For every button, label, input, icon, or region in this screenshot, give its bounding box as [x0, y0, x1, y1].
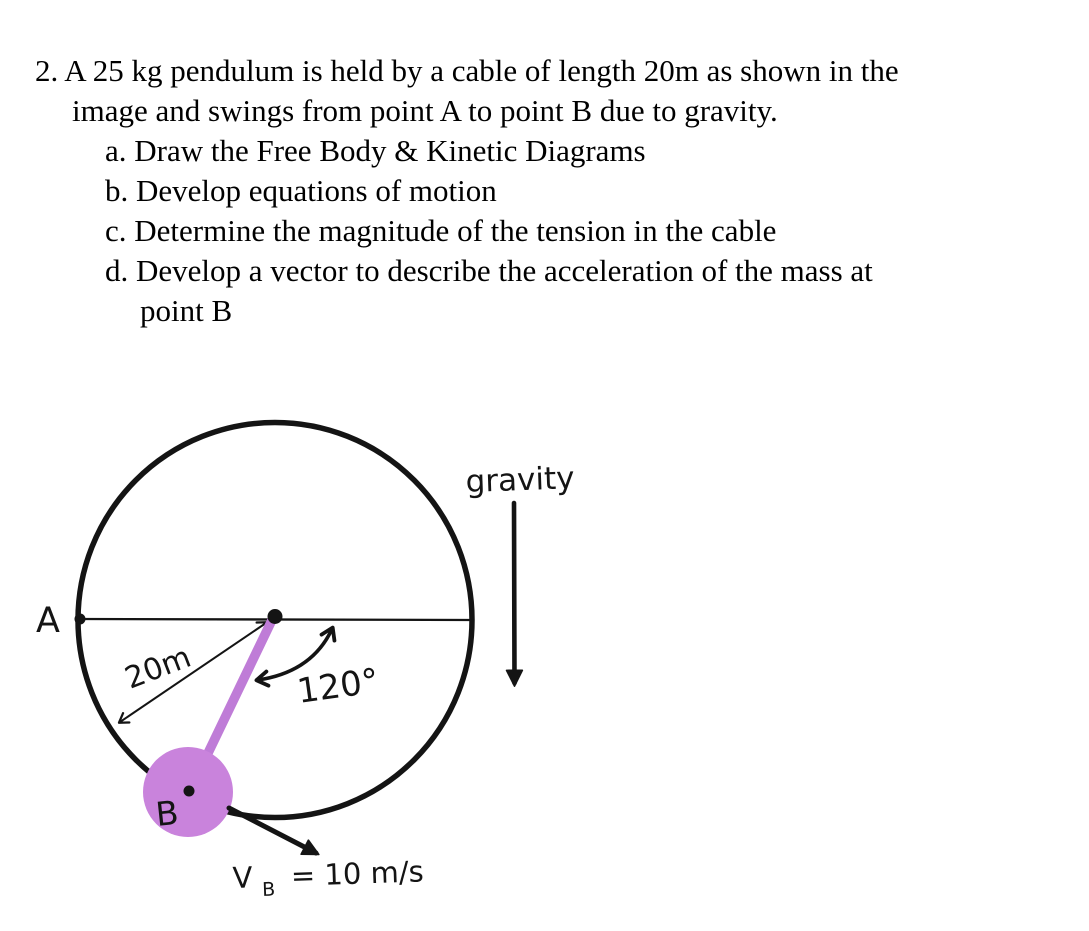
problem-item-a: a. Draw the Free Body & Kinetic Diagrams	[105, 133, 646, 168]
gravity-label: gravity	[465, 460, 576, 500]
point-a-dot	[75, 614, 86, 625]
problem-item-d-wrap: point B	[140, 293, 233, 328]
point-b-label: B	[153, 792, 181, 834]
gravity-arrow	[514, 503, 515, 683]
point-a-label: A	[36, 601, 60, 641]
velocity-subscript: B	[261, 878, 276, 901]
problem-line-1: 2. A 25 kg pendulum is held by a cable of length 20m as shown in the	[35, 53, 899, 88]
pivot-dot	[268, 609, 283, 624]
problem-item-d: d. Develop a vector to describe the acceleration of the mass at	[105, 253, 873, 288]
radius-label: 20m	[120, 639, 196, 697]
problem-item-b: b. Develop equations of motion	[105, 173, 497, 208]
problem-line-2: image and swings from point A to point B due to gravity.	[72, 93, 778, 128]
velocity-label	[232, 854, 424, 904]
velocity-symbol: V	[232, 860, 254, 895]
angle-label: 120°	[294, 660, 382, 712]
problem-item-c: c. Determine the magnitude of the tension in the cable	[105, 213, 777, 248]
mass-center-dot	[184, 786, 195, 797]
velocity-value: = 10 m/s	[290, 854, 425, 893]
